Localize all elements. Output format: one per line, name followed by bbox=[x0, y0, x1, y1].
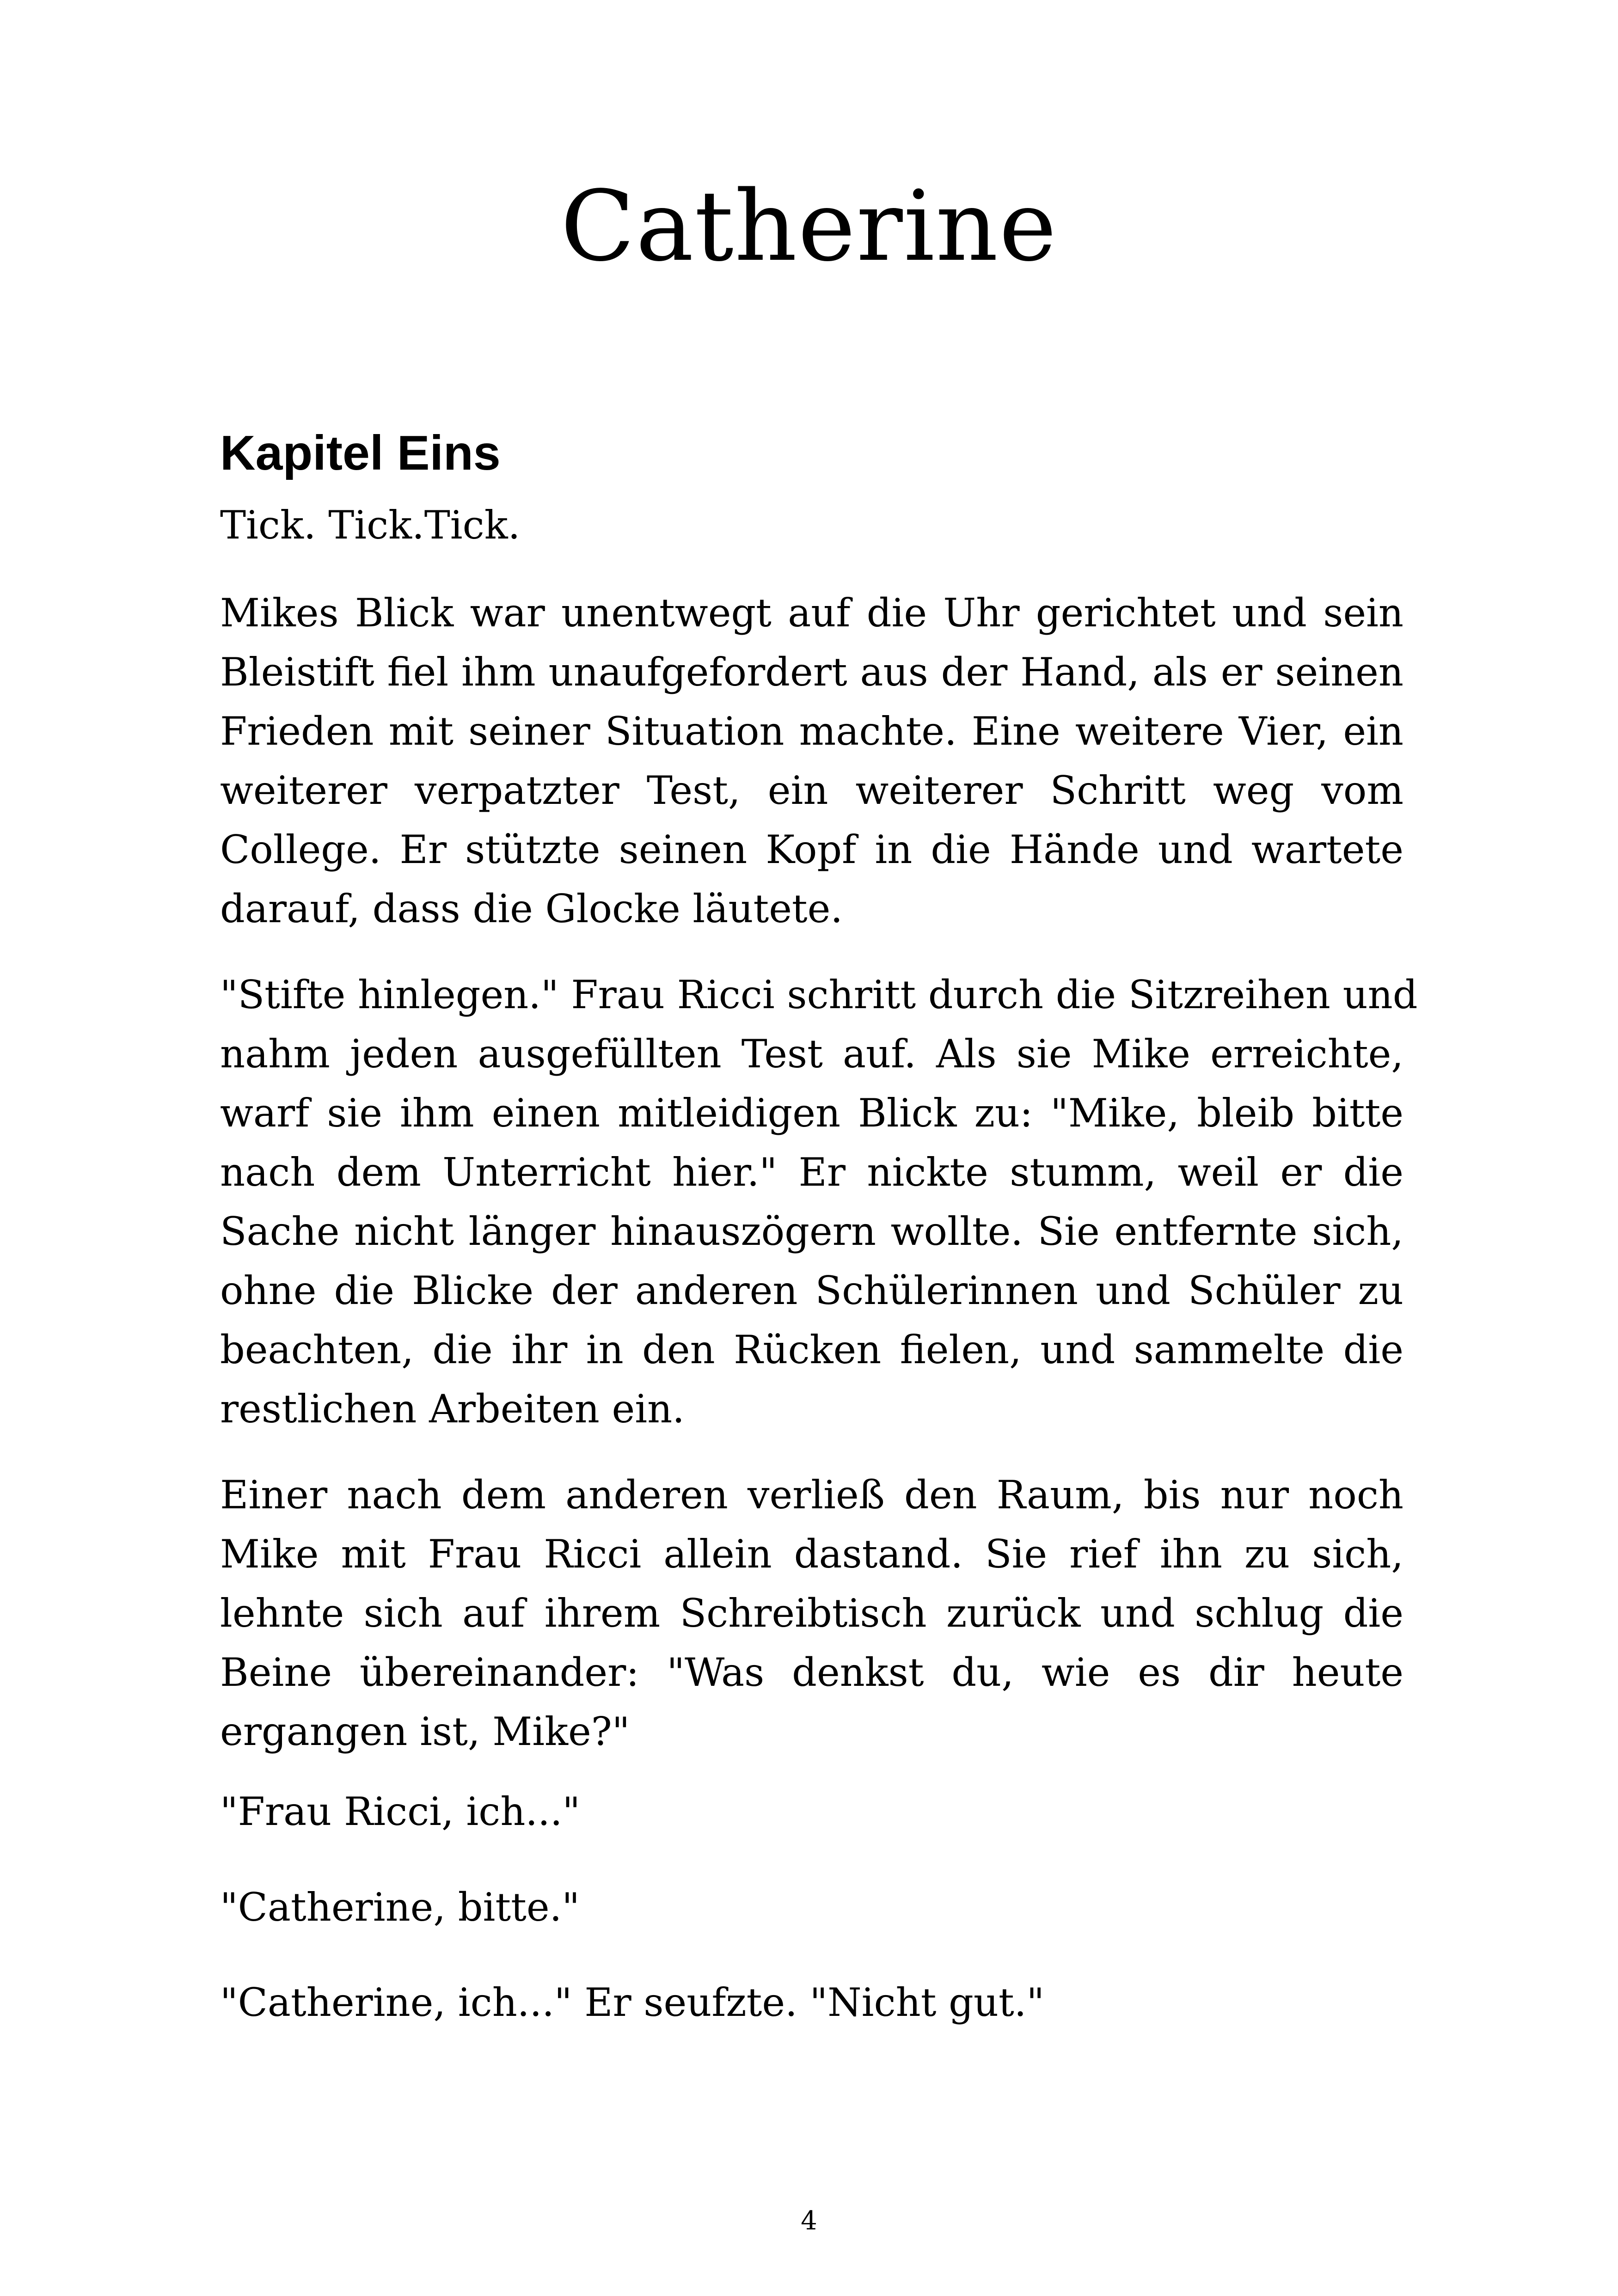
text-line: Einer nach dem anderen verließ den Raum, bis nur noch bbox=[220, 1472, 1403, 1518]
text-line: Mike mit Frau Ricci allein dastand. Sie rief ihn zu sich, bbox=[220, 1531, 1403, 1577]
paragraph-6 bbox=[220, 1878, 1403, 1937]
paragraph-2 bbox=[220, 583, 1403, 938]
book-title: Catherine bbox=[560, 170, 1058, 283]
text-line: warf sie ihm einen mitleidigen Blick zu: "Mike, bleib bitte bbox=[220, 1090, 1403, 1136]
text-line: ergangen ist, Mike?" bbox=[220, 1709, 630, 1754]
text-line: darauf, dass die Glocke läutete. bbox=[220, 886, 843, 931]
text-line: restlichen Arbeiten ein. bbox=[220, 1386, 685, 1432]
page-number: 4 bbox=[801, 2206, 817, 2236]
paragraph-4 bbox=[220, 1465, 1403, 1761]
text-line: Frieden mit seiner Situation machte. Eine weitere Vier, ein bbox=[220, 709, 1403, 754]
text-line: "Catherine, ich..." Er seufzte. "Nicht gut." bbox=[220, 1980, 1045, 2025]
text-line: lehnte sich auf ihrem Schreibtisch zurück und schlug die bbox=[220, 1591, 1403, 1636]
text-line: weiterer verpatzter Test, ein weiterer Schritt weg vom bbox=[220, 768, 1403, 813]
text-line: College. Er stützte seinen Kopf in die Hände und wartete bbox=[220, 827, 1403, 872]
paragraph-7 bbox=[220, 1973, 1403, 2032]
text-line: Tick. Tick.Tick. bbox=[220, 502, 521, 548]
text-line: nach dem Unterricht hier." Er nickte stumm, weil er die bbox=[220, 1150, 1403, 1195]
chapter-heading: Kapitel Eins bbox=[220, 426, 501, 480]
text-line: Bleistift fiel ihm unaufgefordert aus der Hand, als er seinen bbox=[220, 649, 1403, 695]
text-line: nahm jeden ausgefüllten Test auf. Als sie Mike erreichte, bbox=[220, 1031, 1403, 1077]
text-line: beachten, die ihr in den Rücken fielen, und sammelte die bbox=[220, 1327, 1403, 1372]
text-line: Beine übereinander: "Was denkst du, wie es dir heute bbox=[220, 1650, 1403, 1695]
text-line: ohne die Blicke der anderen Schülerinnen und Schüler zu bbox=[220, 1268, 1403, 1313]
paragraph-3 bbox=[220, 965, 1418, 1439]
text-line: "Frau Ricci, ich..." bbox=[220, 1789, 581, 1834]
paragraph-5 bbox=[220, 1782, 1403, 1841]
text-line: "Stifte hinlegen." Frau Ricci schritt durch die Sitzreihen und bbox=[220, 972, 1418, 1017]
text-line: "Catherine, bitte." bbox=[220, 1885, 580, 1930]
text-line: Sache nicht länger hinauszögern wollte. Sie entfernte sich, bbox=[220, 1209, 1403, 1254]
paragraph-1 bbox=[220, 496, 1403, 555]
text-line: Mikes Blick war unentwegt auf die Uhr gerichtet und sein bbox=[220, 590, 1403, 636]
